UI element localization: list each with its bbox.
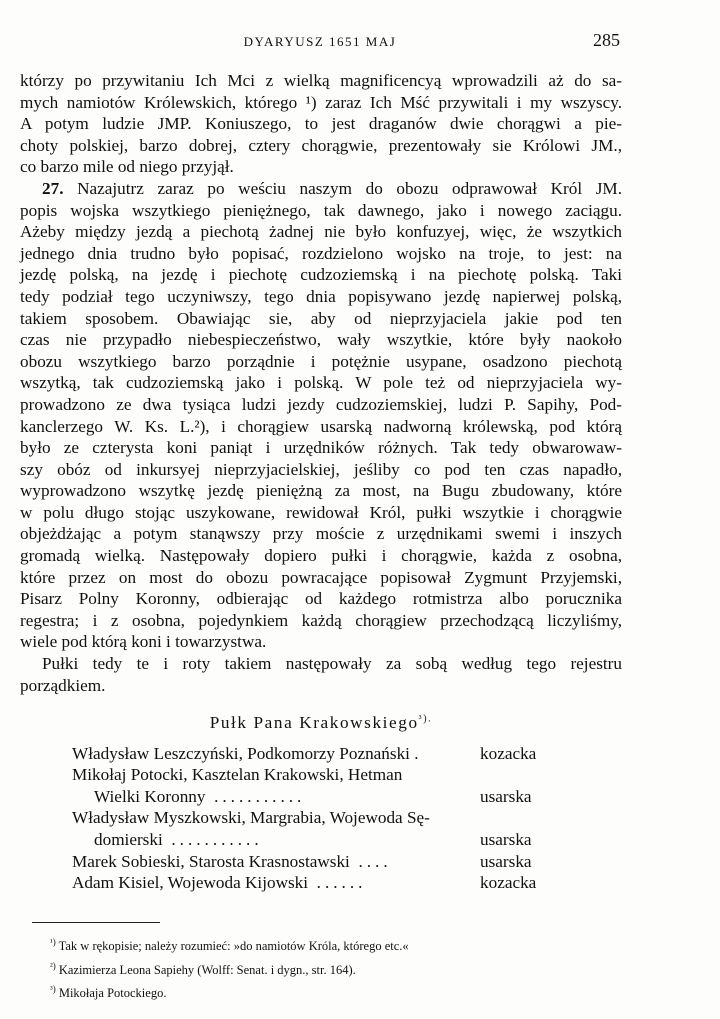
text-line: czas nie przypadło niebespieczeństwo, wały wszytkie, które były naokoło xyxy=(20,330,622,350)
entry-dots: ........... xyxy=(171,829,263,849)
footnote xyxy=(50,933,610,957)
roster-entry xyxy=(20,764,622,786)
entry-name xyxy=(72,743,423,765)
entry-dots: .... xyxy=(358,851,392,871)
footnote-mark: ³) xyxy=(50,984,56,995)
footnote-text: Tak w rękopisie; należy rozumieć: »do namiotów Króla, którego etc.« xyxy=(58,939,409,954)
text-line: choty polskiej, barzo dobrej, cztery chorągwie, prezentowały sie Królowi JM., xyxy=(20,135,622,155)
text-line: wyprowadzono wszytkę jezdę pieniężną za most, na Bugu zbudowany, które xyxy=(20,481,622,501)
text-line: popis wojska wszytkiego pieniężnego, tak dawnego, jako i nowego zaciągu. xyxy=(20,200,622,220)
text-line: wiele pod którą koni i towarzystwa. xyxy=(20,632,267,652)
running-head: DYARYUSZ 1651 MAJ xyxy=(243,34,397,49)
text-line: takiem sposobem. Obawiając sie, aby od nieprzyjaciela jakie pod ten xyxy=(20,308,622,328)
text-line: Pisarz Polny Koronny, odbierając od każdego rotmistrza albo porucznika xyxy=(20,589,622,609)
text-line: mych namiotów Królewskich, którego ¹) zaraz Ich Mść przywitali i my wszyscy. xyxy=(20,92,622,112)
roster-entry xyxy=(20,851,622,873)
footnotes xyxy=(50,933,610,1004)
entry-banner: kozacka xyxy=(480,873,537,893)
footnote xyxy=(50,957,610,981)
entry-name xyxy=(72,872,366,894)
section-first-line xyxy=(20,178,622,200)
entry-banner: usarska xyxy=(480,829,532,849)
text-line: gromadą wielką. Następowały dopiero pułki i chorągwie, każda z osobna, xyxy=(20,546,622,566)
roster-entry xyxy=(20,743,622,765)
footnote-divider xyxy=(32,922,160,923)
text-line: objeżdżając a potym stanąwszy przy moście z urzędnikami swemi i inszych xyxy=(20,524,622,544)
entry-name-text: domierski xyxy=(94,829,163,849)
entry-dots: ...... xyxy=(316,873,367,893)
footnote-mark: ¹) xyxy=(50,937,56,947)
text-line: było ze czterysta koni paniąt i urzędników różnych. Tak tedy obwarowaw- xyxy=(20,438,622,458)
text-line: jednego dnia trudno było popisać, rozdzielono wojsko na troje, to jest: na xyxy=(20,243,622,263)
footnote-text: Mikołaja Potockiego. xyxy=(58,986,167,1001)
text-line: tedy podział tego uczyniwszy, tego dnia popisywano jezdę napierwej polską, xyxy=(20,286,622,306)
entry-name: Mikołaj Potocki, Kasztelan Krakowski, Hetman xyxy=(72,765,403,785)
roster-entry xyxy=(20,807,622,829)
entry-name xyxy=(72,851,392,873)
entry-name: Władysław Myszkowski, Margrabia, Wojewoda Sę- xyxy=(72,808,430,828)
text-line: Pułki tedy te i roty takiem następowały za sobą według tego rejestru xyxy=(42,654,622,674)
section-first-line-text: Nazajutrz zaraz po weściu naszym do obozu odprawował Król JM. xyxy=(77,178,623,198)
page-header xyxy=(20,30,620,52)
text-line: którzy po przywitaniu Ich Mci z wielką magnificencyą wprowadzili aż do sa- xyxy=(20,71,622,90)
section-number: 27. xyxy=(42,178,64,198)
regiment-roster xyxy=(20,712,622,894)
entry-name-text: Wielki Koronny xyxy=(94,786,206,806)
body-text xyxy=(20,70,622,696)
roster-title xyxy=(20,712,622,734)
text-line: co barzo mile od niego przyjął. xyxy=(20,157,234,177)
text-line: w polu długo stojąc uszykowane, rewidował Król, pułki wszytkie i chorągwie xyxy=(20,502,622,522)
text-line: kanclerzego W. Ks. L.²), i chorągiew usarską nadworną królewską, pod którą xyxy=(20,416,622,436)
text-line: regestra; i z osobna, pojedynkiem każdą chorągiew przechodzącą liczyliśmy, xyxy=(20,610,622,630)
entry-name-text: Adam Kisiel, Wojewoda Kijowski xyxy=(72,873,309,893)
roster-title-note: ³). xyxy=(418,713,433,725)
roster-entry xyxy=(20,872,622,894)
page-number: 285 xyxy=(593,30,620,50)
text-line: porządkiem. xyxy=(20,675,106,695)
entry-banner: kozacka xyxy=(480,743,537,763)
text-line: które przez on most do obozu powracające popisował Zygmunt Przyjemski, xyxy=(20,567,622,587)
entry-name-text: Władysław Leszczyński, Podkomorzy Poznański xyxy=(72,743,410,763)
entry-banner: usarska xyxy=(480,851,532,871)
text-line: jezdę polską, na jezdę i piechotę cudzoziemską i na piechotę polską. Taki xyxy=(20,265,622,285)
text-line: szy obóz od inkursyej nieprzyjacielskiej, jeśliby co pod ten czas napadło, xyxy=(20,459,622,479)
footnote xyxy=(50,980,610,1004)
entry-dots: . xyxy=(414,743,423,763)
footnote-mark: ²) xyxy=(50,960,56,971)
footnote-text: Kazimierza Leona Sapiehy (Wolff: Senat. i dygn., str. 164). xyxy=(58,962,356,977)
roster-entry-continuation xyxy=(20,786,622,808)
text-line: prowadzono ze dwa tysiąca ludzi jezdy cudzoziemskiej, ludzi P. Sapihy, Pod- xyxy=(20,394,622,414)
roster-title-text: Pułk Pana Krakowskiego xyxy=(209,713,419,732)
entry-name xyxy=(94,786,305,808)
roster-entry-continuation xyxy=(20,829,622,851)
text-line: A potym ludzie JMP. Koniuszego, to jest draganów dwie chorągwi a pie- xyxy=(20,114,622,134)
entry-dots: ........... xyxy=(214,786,306,806)
entry-banner: usarska xyxy=(480,786,532,806)
text-line: wszytką, tak cudzoziemską jako i polską. W pole też od nieprzyjaciela wy- xyxy=(20,373,622,393)
text-line: obozu wszytkiego barzo porządnie i potężnie usypane, osadzono piechotą xyxy=(20,351,622,371)
text-line: Ażeby między jezdą a piechotą żadnej nie było konfuzyej, więc, że wszytkich xyxy=(20,222,622,242)
entry-name-text: Marek Sobieski, Starosta Krasnostawski xyxy=(72,851,350,871)
entry-name xyxy=(94,829,263,851)
